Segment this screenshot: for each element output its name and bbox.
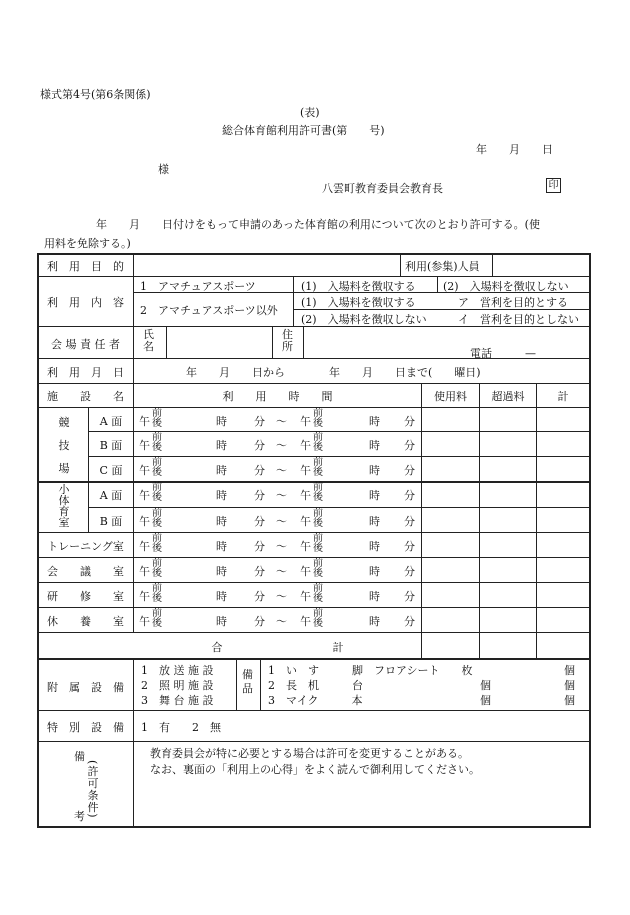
start-hour-unit: 時 bbox=[216, 590, 227, 603]
pm-marker: 後 bbox=[152, 543, 162, 554]
am-marker: 前 bbox=[313, 508, 323, 519]
facility-row-label: B 面 bbox=[99, 515, 123, 528]
intro-line-1: 年 月 日付けをもって申請のあった体育館の利用について次のとおり許可する。(使 bbox=[96, 218, 540, 231]
name-label: 氏名 bbox=[143, 328, 154, 353]
am-marker: 前 bbox=[152, 482, 162, 493]
pm-marker: 後 bbox=[152, 442, 162, 453]
start-minute-unit: 分 bbox=[254, 415, 265, 428]
end-minute-unit: 分 bbox=[404, 565, 415, 578]
attached-item-lighting: 2 照 明 施 設 bbox=[141, 679, 214, 692]
attached-item-stage: 3 舞 台 施 設 bbox=[141, 694, 214, 707]
start-minute-unit: 分 bbox=[254, 565, 265, 578]
time-separator: ～ bbox=[276, 615, 287, 628]
start-hour-unit: 時 bbox=[216, 515, 227, 528]
end-hour-unit: 時 bbox=[369, 590, 380, 603]
end-meridiem: 午 bbox=[300, 590, 311, 603]
pm-marker: 後 bbox=[152, 518, 162, 529]
am-marker: 前 bbox=[152, 583, 162, 594]
end-hour-unit: 時 bbox=[369, 515, 380, 528]
pm-marker: 後 bbox=[152, 593, 162, 604]
start-hour-unit: 時 bbox=[216, 489, 227, 502]
start-hour-unit: 時 bbox=[216, 439, 227, 452]
start-meridiem: 午 bbox=[139, 540, 150, 553]
equip-unit-1: 個 bbox=[564, 664, 575, 677]
end-am-pm bbox=[313, 409, 323, 429]
end-meridiem: 午 bbox=[300, 489, 311, 502]
end-hour-unit: 時 bbox=[369, 489, 380, 502]
notes-label-conditions: (許可条件) bbox=[86, 760, 99, 819]
end-am-pm bbox=[313, 534, 323, 554]
am-marker: 前 bbox=[152, 533, 162, 544]
start-meridiem: 午 bbox=[139, 489, 150, 502]
small-char-2: 体 bbox=[58, 494, 70, 507]
arena-group-label bbox=[44, 410, 84, 480]
start-minute-unit: 分 bbox=[254, 464, 265, 477]
small-gym-group-label bbox=[44, 484, 84, 532]
start-am-pm bbox=[152, 433, 162, 453]
recipient-suffix: 様 bbox=[158, 163, 169, 176]
end-hour-unit: 時 bbox=[369, 540, 380, 553]
start-am-pm bbox=[152, 559, 162, 579]
equip-chairs: 1 い す 脚 フロアシート 枚 bbox=[268, 664, 473, 677]
end-minute-unit: 分 bbox=[404, 515, 415, 528]
notes-line-1: 教育委員会が特に必要とする場合は許可を変更することがある。 bbox=[150, 747, 469, 760]
pm-marker: 後 bbox=[152, 418, 162, 429]
start-am-pm bbox=[152, 584, 162, 604]
end-minute-unit: 分 bbox=[404, 415, 415, 428]
equip-mic: 3 マイク 本 bbox=[268, 694, 363, 707]
special-label: 特 別 設 備 bbox=[47, 721, 124, 734]
am-marker: 前 bbox=[152, 457, 162, 468]
equip-unit-2: 個 bbox=[564, 679, 575, 692]
use-date-range: 年 月 日から 年 月 日まで( 曜日) bbox=[186, 366, 481, 379]
am-marker: 前 bbox=[313, 583, 323, 594]
telephone-label: 電話 — bbox=[470, 347, 536, 360]
purpose-label: 利 用 目 的 bbox=[47, 260, 124, 273]
end-hour-unit: 時 bbox=[369, 565, 380, 578]
start-hour-unit: 時 bbox=[216, 464, 227, 477]
end-meridiem: 午 bbox=[300, 515, 311, 528]
start-minute-unit: 分 bbox=[254, 515, 265, 528]
option-non-amateur: 2 アマチュアスポーツ以外 bbox=[140, 304, 278, 317]
facility-row-label: 会 議 室 bbox=[47, 565, 124, 578]
end-am-pm bbox=[313, 559, 323, 579]
amateur-fee-yes: (1) 入場料を徴収する bbox=[301, 280, 416, 293]
small-char-3: 育 bbox=[58, 505, 70, 518]
equip-desk-unit: 個 bbox=[480, 679, 491, 692]
time-separator: ～ bbox=[276, 565, 287, 578]
pm-marker: 後 bbox=[313, 593, 323, 604]
other-fee-yes: (1) 入場料を徴収する bbox=[301, 296, 416, 309]
end-minute-unit: 分 bbox=[404, 540, 415, 553]
end-meridiem: 午 bbox=[300, 415, 311, 428]
facility-row-label: 研 修 室 bbox=[47, 590, 124, 603]
issuer-name: 八雲町教育委員会教育長 bbox=[322, 182, 443, 195]
start-am-pm bbox=[152, 609, 162, 629]
equip-desks: 2 長 机 台 bbox=[268, 679, 363, 692]
am-marker: 前 bbox=[152, 558, 162, 569]
equipment-items bbox=[268, 663, 473, 708]
facility-row-label: B 面 bbox=[99, 439, 123, 452]
sum-label: 合 計 bbox=[211, 641, 344, 654]
arena-char-1: 競 bbox=[58, 415, 70, 429]
form-side: (表) bbox=[300, 106, 320, 119]
address-label: 住所 bbox=[282, 328, 293, 353]
start-meridiem: 午 bbox=[139, 565, 150, 578]
option-amateur: 1 アマチュアスポーツ bbox=[140, 280, 256, 293]
pm-marker: 後 bbox=[152, 492, 162, 503]
am-marker: 前 bbox=[313, 457, 323, 468]
pm-marker: 後 bbox=[313, 467, 323, 478]
pm-marker: 後 bbox=[313, 518, 323, 529]
end-meridiem: 午 bbox=[300, 439, 311, 452]
attached-label: 附 属 設 備 bbox=[47, 681, 124, 694]
end-meridiem: 午 bbox=[300, 464, 311, 477]
start-meridiem: 午 bbox=[139, 515, 150, 528]
small-char-4: 室 bbox=[58, 516, 70, 529]
total-header: 計 bbox=[557, 390, 569, 403]
profit-yes: ア 営利を目的とする bbox=[458, 296, 568, 309]
start-minute-unit: 分 bbox=[254, 590, 265, 603]
form-number: 様式第4号(第6条関係) bbox=[40, 88, 151, 101]
start-am-pm bbox=[152, 534, 162, 554]
arena-char-3: 場 bbox=[58, 462, 70, 476]
end-minute-unit: 分 bbox=[404, 590, 415, 603]
am-marker: 前 bbox=[313, 533, 323, 544]
start-meridiem: 午 bbox=[139, 464, 150, 477]
start-hour-unit: 時 bbox=[216, 540, 227, 553]
pm-marker: 後 bbox=[152, 618, 162, 629]
pm-marker: 後 bbox=[313, 442, 323, 453]
start-am-pm bbox=[152, 509, 162, 529]
manager-label: 会 場 責 任 者 bbox=[51, 338, 120, 351]
attached-item-broadcast: 1 放 送 施 設 bbox=[141, 664, 214, 677]
content-label: 利 用 内 容 bbox=[47, 296, 124, 309]
start-meridiem: 午 bbox=[139, 590, 150, 603]
profit-no: イ 営利を目的としない bbox=[458, 313, 579, 326]
end-am-pm bbox=[313, 609, 323, 629]
start-am-pm bbox=[152, 458, 162, 478]
start-meridiem: 午 bbox=[139, 415, 150, 428]
am-marker: 前 bbox=[152, 408, 162, 419]
time-separator: ～ bbox=[276, 540, 287, 553]
pm-marker: 後 bbox=[313, 543, 323, 554]
participant-count-label: 利用(参集)人員 bbox=[405, 260, 480, 273]
am-marker: 前 bbox=[313, 608, 323, 619]
end-am-pm bbox=[313, 458, 323, 478]
end-minute-unit: 分 bbox=[404, 439, 415, 452]
small-char-1: 小 bbox=[58, 483, 70, 496]
end-hour-unit: 時 bbox=[369, 439, 380, 452]
time-separator: ～ bbox=[276, 464, 287, 477]
time-separator: ～ bbox=[276, 515, 287, 528]
time-separator: ～ bbox=[276, 489, 287, 502]
end-hour-unit: 時 bbox=[369, 615, 380, 628]
time-separator: ～ bbox=[276, 439, 287, 452]
start-minute-unit: 分 bbox=[254, 615, 265, 628]
pm-marker: 後 bbox=[313, 418, 323, 429]
end-minute-unit: 分 bbox=[404, 489, 415, 502]
end-meridiem: 午 bbox=[300, 540, 311, 553]
end-am-pm bbox=[313, 483, 323, 503]
pm-marker: 後 bbox=[313, 618, 323, 629]
facility-row-label: C 面 bbox=[99, 464, 123, 477]
equip-desk-unit-col bbox=[480, 678, 491, 708]
start-hour-unit: 時 bbox=[216, 565, 227, 578]
equip-mic-unit: 個 bbox=[480, 694, 491, 707]
start-meridiem: 午 bbox=[139, 615, 150, 628]
end-meridiem: 午 bbox=[300, 565, 311, 578]
am-marker: 前 bbox=[152, 608, 162, 619]
end-am-pm bbox=[313, 433, 323, 453]
arena-char-2: 技 bbox=[58, 438, 70, 452]
notes-label-top: 備 bbox=[74, 750, 85, 763]
overtime-header: 超過料 bbox=[491, 390, 525, 403]
start-am-pm bbox=[152, 483, 162, 503]
amateur-fee-no: (2) 入場料を徴収しない bbox=[443, 280, 569, 293]
start-hour-unit: 時 bbox=[216, 615, 227, 628]
start-am-pm bbox=[152, 409, 162, 429]
notes-line-2: なお、裏面の「利用上の心得」をよく読んで御利用してください。 bbox=[150, 763, 480, 776]
use-date-label: 利 用 月 日 bbox=[47, 366, 124, 379]
pm-marker: 後 bbox=[313, 492, 323, 503]
facility-row-label: A 面 bbox=[99, 415, 123, 428]
equipment-label: 備品 bbox=[242, 668, 253, 695]
facility-row-label: 休 養 室 bbox=[47, 615, 124, 628]
end-minute-unit: 分 bbox=[404, 464, 415, 477]
seal-mark: 印 bbox=[546, 178, 561, 193]
am-marker: 前 bbox=[152, 432, 162, 443]
other-fee-no: (2) 入場料を徴収しない bbox=[301, 313, 427, 326]
end-hour-unit: 時 bbox=[369, 415, 380, 428]
equip-unit-3: 個 bbox=[564, 694, 575, 707]
am-marker: 前 bbox=[313, 408, 323, 419]
end-minute-unit: 分 bbox=[404, 615, 415, 628]
pm-marker: 後 bbox=[313, 568, 323, 579]
attached-items bbox=[141, 663, 214, 708]
facility-row-label: A 面 bbox=[99, 489, 123, 502]
am-marker: 前 bbox=[313, 558, 323, 569]
document-title: 総合体育館利用許可書(第 号) bbox=[222, 124, 385, 137]
am-marker: 前 bbox=[313, 482, 323, 493]
time-separator: ～ bbox=[276, 415, 287, 428]
special-options: 1 有 2 無 bbox=[141, 721, 221, 734]
start-minute-unit: 分 bbox=[254, 489, 265, 502]
start-minute-unit: 分 bbox=[254, 439, 265, 452]
start-meridiem: 午 bbox=[139, 439, 150, 452]
pm-marker: 後 bbox=[152, 467, 162, 478]
end-am-pm bbox=[313, 584, 323, 604]
issue-date: 年 月 日 bbox=[476, 143, 553, 156]
fee-header: 使用料 bbox=[434, 390, 467, 403]
end-meridiem: 午 bbox=[300, 615, 311, 628]
end-hour-unit: 時 bbox=[369, 464, 380, 477]
facility-row-label: トレーニング室 bbox=[47, 540, 124, 553]
start-minute-unit: 分 bbox=[254, 540, 265, 553]
equip-unit-col bbox=[564, 663, 575, 708]
start-hour-unit: 時 bbox=[216, 415, 227, 428]
facility-header: 施 設 名 bbox=[47, 390, 124, 403]
am-marker: 前 bbox=[152, 508, 162, 519]
time-separator: ～ bbox=[276, 590, 287, 603]
end-am-pm bbox=[313, 509, 323, 529]
intro-line-2: 用料を免除する。) bbox=[44, 237, 131, 250]
notes-label-bottom: 考 bbox=[74, 810, 85, 823]
pm-marker: 後 bbox=[152, 568, 162, 579]
time-header: 利 用 時 間 bbox=[222, 390, 333, 403]
am-marker: 前 bbox=[313, 432, 323, 443]
